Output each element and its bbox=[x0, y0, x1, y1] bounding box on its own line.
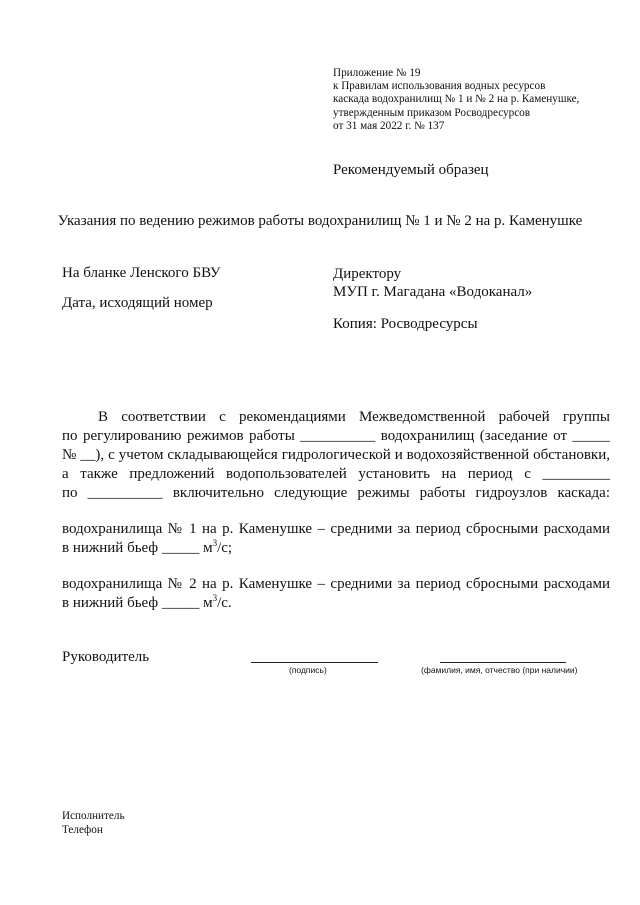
body-line: а также предложений водопользователей установить на период с _________ bbox=[62, 466, 610, 482]
appendix-line: к Правилам использования водных ресурсов bbox=[333, 80, 546, 93]
copy-recipient: Копия: Росводресурсы bbox=[333, 316, 478, 332]
executor-label: Исполнитель bbox=[62, 810, 125, 822]
body-line: по __________ включительно следующие режимы работы гидроузлов каскада: bbox=[62, 485, 610, 501]
body-line: водохранилища № 2 на р. Каменушке – средними за период сбросными расходами bbox=[62, 576, 610, 592]
document-title: Указания по ведению режимов работы водохранилищ № 1 и № 2 на р. Каменушке bbox=[57, 213, 583, 229]
signature-caption: (подпись) bbox=[289, 665, 327, 675]
appendix-line: каскада водохранилищ № 1 и № 2 на р. Каменушке, bbox=[333, 93, 580, 106]
appendix-line: Приложение № 19 bbox=[333, 67, 421, 79]
executor-block bbox=[62, 809, 125, 837]
superscript: 3 bbox=[212, 593, 218, 603]
addressee-block bbox=[333, 265, 532, 333]
recommended-sample-label: Рекомендуемый образец bbox=[333, 162, 489, 178]
addressee-organization: МУП г. Магадана «Водоканал» bbox=[333, 284, 533, 300]
body-line bbox=[62, 594, 610, 613]
body-line: по регулированию режимов работы __________ водохранилищ (заседание от _____ bbox=[62, 428, 610, 444]
addressee-position: Директору bbox=[333, 266, 402, 282]
body-line: В соответствии с рекомендациями Межведомственной рабочей группы bbox=[98, 409, 610, 425]
discharge-unit: /с. bbox=[217, 595, 232, 611]
letterhead-note: На бланке Ленского БВУ bbox=[62, 265, 221, 281]
body-line: водохранилища № 1 на р. Каменушке – средними за период сбросными расходами bbox=[62, 521, 610, 537]
signature-line bbox=[251, 662, 378, 663]
body-line: № __), с учетом складывающейся гидрологической и водохозяйственной обстановки, bbox=[62, 447, 610, 463]
appendix-line: утвержденным приказом Росводресурсов bbox=[333, 106, 531, 119]
name-caption: (фамилия, имя, отчество (при наличии) bbox=[421, 665, 578, 675]
document-body bbox=[62, 408, 610, 613]
superscript: 3 bbox=[212, 538, 218, 548]
discharge-text: в нижний бьеф _____ м bbox=[62, 540, 213, 556]
head-label: Руководитель bbox=[62, 649, 150, 665]
sender-block bbox=[62, 265, 220, 325]
discharge-unit: /с; bbox=[217, 540, 233, 556]
body-line bbox=[62, 539, 610, 558]
appendix-line: от 31 мая 2022 г. № 137 bbox=[333, 119, 445, 132]
name-line bbox=[440, 662, 566, 663]
appendix-note bbox=[333, 67, 623, 133]
date-number-note: Дата, исходящий номер bbox=[62, 295, 213, 311]
phone-label: Телефон bbox=[62, 824, 103, 836]
discharge-text: в нижний бьеф _____ м bbox=[62, 595, 213, 611]
